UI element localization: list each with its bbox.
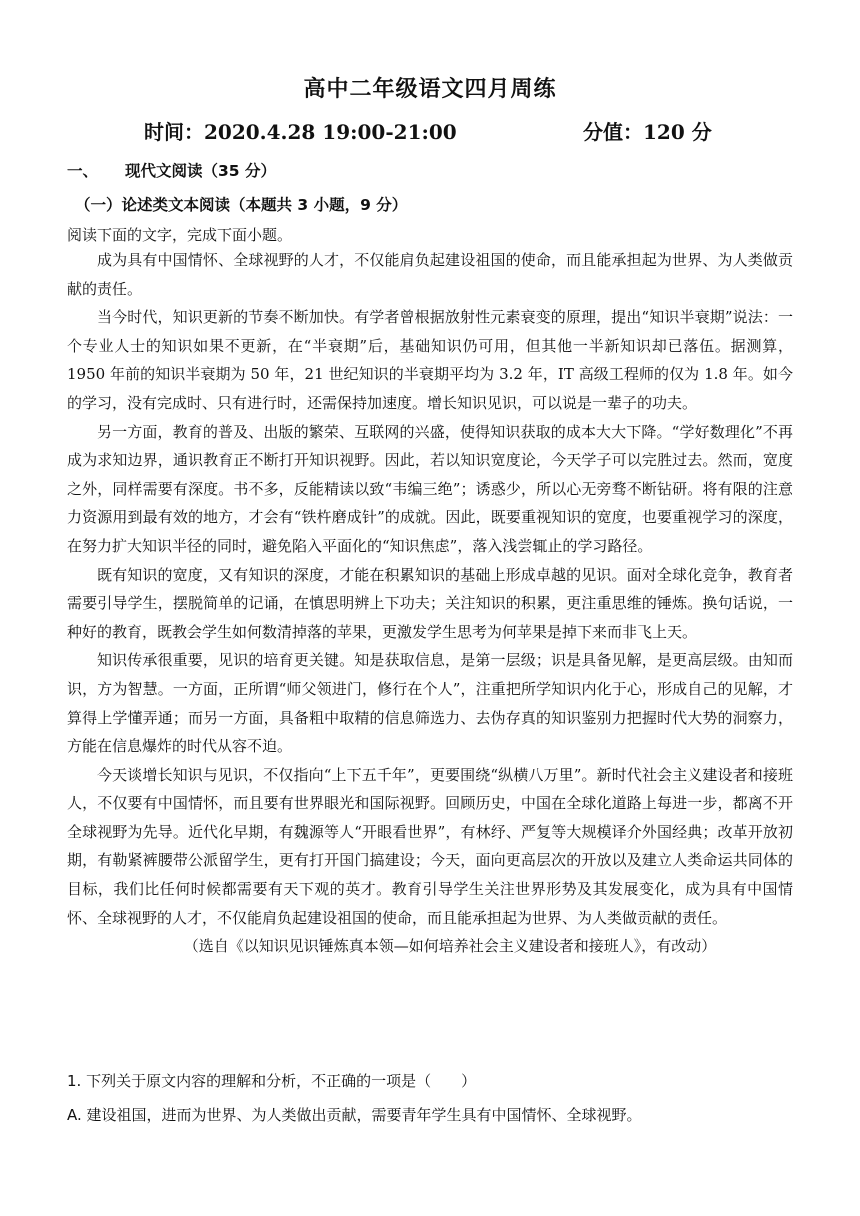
passage-paragraph: 成为具有中国情怀、全球视野的人才，不仅能肩负起建设祖国的使命，而且能承担起为世界、为人类做贡献的责任。 [67, 251, 793, 298]
passage-source: （选自《以知识见识锤炼真本领—如何培养社会主义建设者和接班人》，有改动） [183, 937, 717, 956]
section-label: 现代文阅读（35 分） [125, 162, 276, 180]
page-title: 高中二年级语文四月周练 [303, 76, 557, 102]
passage-paragraph: 另一方面，教育的普及、出版的繁荣、互联网的兴盛，使得知识获取的成本大大下降。“学好数理化”不再成为求知边界，通识教育正不断打开知识视野。因此，若以知识宽度论，今天学子可以完胜过去。然而，宽度之外，同样需要有深度。书不多，反能精读以致“韦编三绝”；诱惑少，所以心无旁骛不断钻研。将有限的注意力资源用到最有效的地方，才会有“铁杵磨成针”的成就。因此，既要重视知识的宽度，也要重视学习的深度，在努力扩大知识半径的同时，避免陷入平面化的“知识焦虑”，落入浅尝辄止的学习路径。 [67, 422, 793, 555]
exam-meta [0, 116, 860, 146]
reading-instruction: 阅读下面的文字，完成下面小题。 [67, 226, 293, 244]
section-number: 一、 [67, 162, 99, 180]
passage-paragraph: 当今时代，知识更新的节奏不断加快。有学者曾根据放射性元素衰变的原理，提出“知识半衰期”说法：一个专业人士的知识如果不更新，在“半衰期”后，基础知识仍可用，但其他一半新知识却已落伍。据测算，1950 年前的知识半衰期为 50 年，21 世纪知识的半衰期平均为 3.2 年，IT 高级工程师的仅为 1.8 年。如今的学习，没有完成时、只有进行时，还需保持加速度。增长知识见识，可以说是一辈子的功夫。 [67, 308, 793, 412]
question-stem: 1. 下列关于原文内容的理解和分析，不正确的一项是（ ） [67, 1072, 477, 1090]
subsection-heading: （一）论述类文本阅读（本题共 3 小题，9 分） [75, 196, 408, 214]
reading-passage [67, 246, 793, 961]
passage-paragraph: 今天谈增长知识与见识，不仅指向“上下五千年”，更要围绕“纵横八万里”。新时代社会主义建设者和接班人，不仅要有中国情怀，而且要有世界眼光和国际视野。回顾历史，中国在全球化道路上每进一步，都离不开全球视野为先导。近代化早期，有魏源等人“开眼看世界”，有林纾、严复等大规模译介外国经典；改革开放初期，有勒紧裤腰带公派留学生，更有打开国门搞建设；今天，面向更高层次的开放以及建立人类命运共同体的目标，我们比任何时候都需要有天下观的英才。教育引导学生关注世界形势及其发展变化，成为具有中国情怀、全球视野的人才，不仅能肩负起建设祖国的使命，而且能承担起为世界、为人类做贡献的责任。 [67, 765, 793, 927]
passage-paragraph: 知识传承很重要，见识的培育更关键。知是获取信息，是第一层级；识是具备见解，是更高层级。由知而识，方为智慧。一方面，正所谓“师父领进门，修行在个人”，注重把所学知识内化于心，形成自己的见解，才算得上学懂弄通；而另一方面，具备粗中取精的信息筛选力、去伪存真的知识鉴别力把握时代大势的洞察力，方能在信息爆炸的时代从容不迫。 [67, 651, 793, 756]
exam-time: 时间：2020.4.28 19:00-21:00 [144, 120, 457, 144]
exam-score: 分值：120 分 [583, 120, 712, 144]
question-option-a: A. 建设祖国，进而为世界、为人类做出贡献，需要青年学生具有中国情怀、全球视野。 [67, 1106, 642, 1124]
passage-paragraph: 既有知识的宽度，又有知识的深度，才能在积累知识的基础上形成卓越的见识。面对全球化竞争，教育者需要引导学生，摆脱简单的记诵，在慎思明辨上下功夫；关注知识的积累，更注重思维的锤炼。换句话说，一种好的教育，既教会学生如何数清掉落的苹果，更激发学生思考为何苹果是掉下来而非飞上天。 [67, 565, 793, 641]
section-heading [67, 159, 276, 181]
